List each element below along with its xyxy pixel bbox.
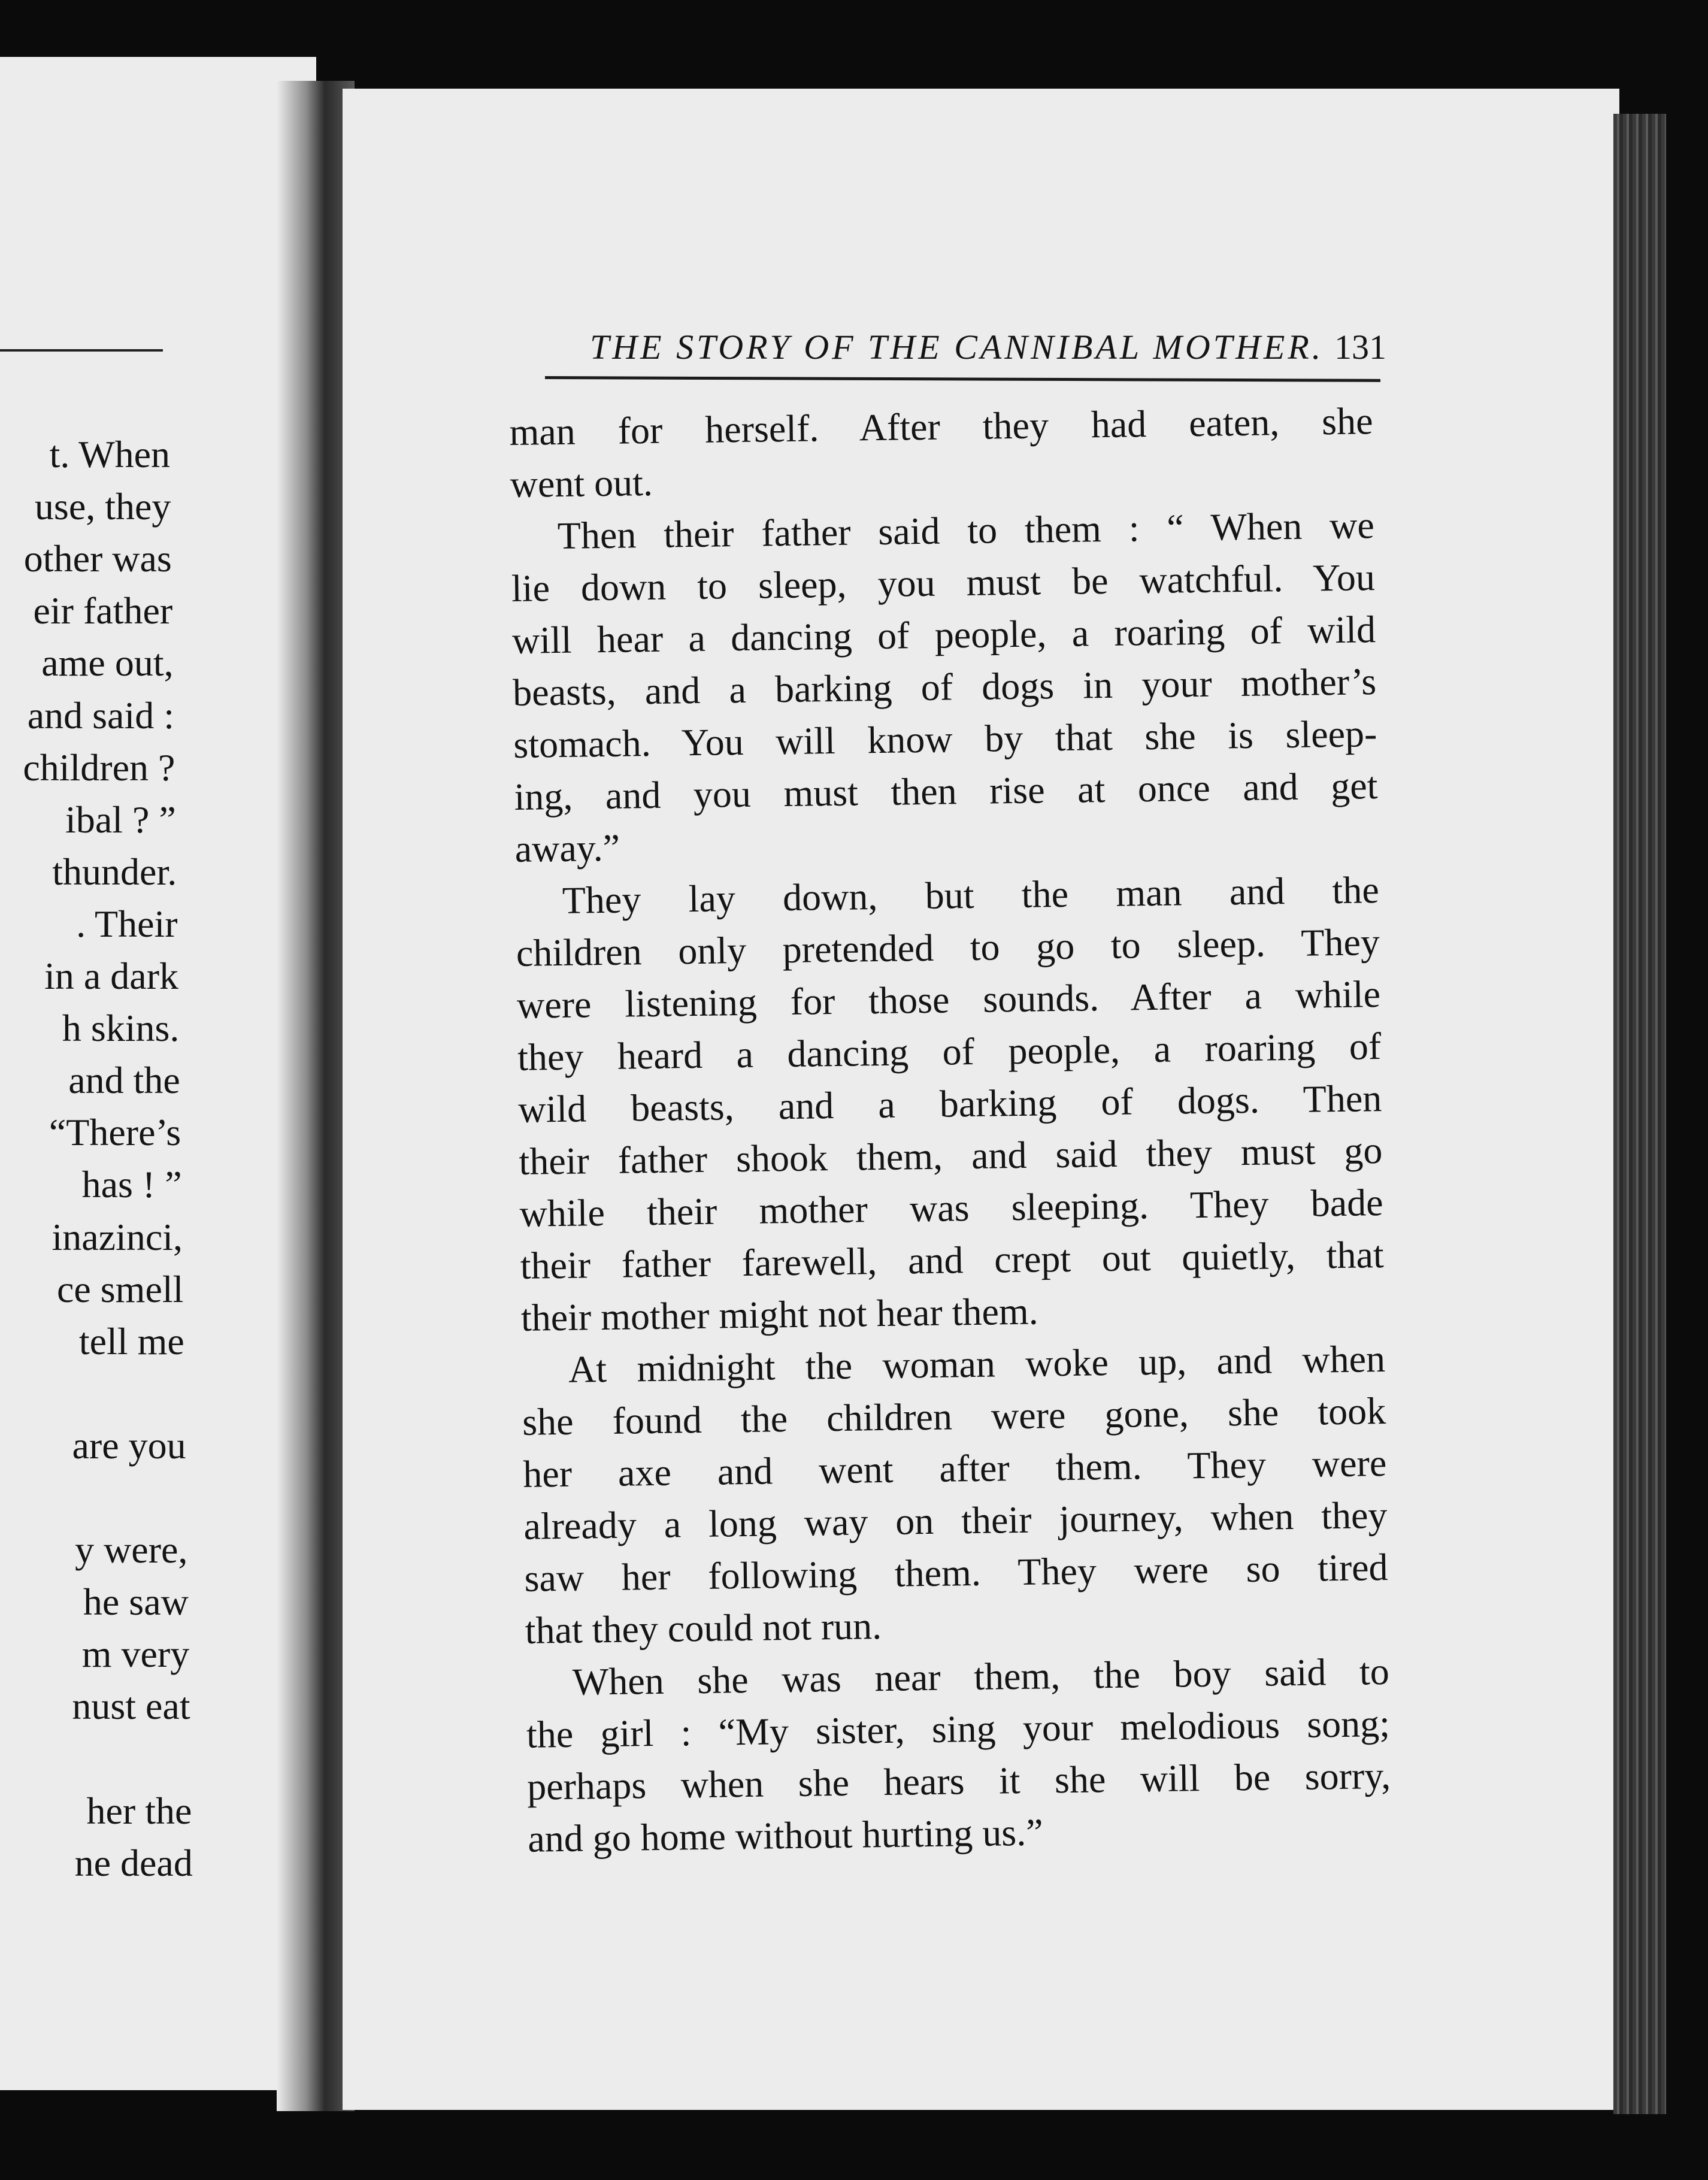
previous-page-line: y were, [75, 1528, 188, 1572]
paragraph [525, 1645, 1391, 1865]
previous-page-line: thunder. [52, 850, 177, 893]
text-line: lie down to sleep, you must be watchful. You [511, 556, 1376, 610]
text-line: her axe and went after them. They were [522, 1441, 1387, 1495]
previous-page-line: children ? [23, 746, 175, 789]
previous-page-line: m very [81, 1633, 190, 1676]
text-line: went out. [510, 461, 653, 505]
paragraph [510, 499, 1379, 875]
paragraph [515, 864, 1385, 1344]
previous-page [0, 57, 316, 2090]
text-line: saw her following them. They were so tired [524, 1545, 1388, 1600]
previous-page-line: ce smell [56, 1267, 184, 1310]
text-line: while their mother was sleeping. They bade [519, 1181, 1383, 1235]
previous-page-line: other was [23, 537, 172, 580]
text-line: perhaps when she hears it she will be sorry, [526, 1754, 1391, 1808]
previous-page-line: her the [86, 1789, 192, 1832]
previous-page-line: nust eat [72, 1685, 190, 1728]
previous-page-line: inazinci, [52, 1215, 183, 1258]
text-line: were listening for those sounds. After a while [516, 973, 1381, 1027]
text-line: wild beasts, and a barking of dogs. Then [517, 1077, 1382, 1131]
previous-page-line: and said : [27, 694, 174, 737]
text-line: They lay down, but the man and the [562, 868, 1380, 922]
text-line: stomach. You will know by that she is sleep- [513, 712, 1377, 766]
previous-page-line: use, they [34, 485, 171, 528]
text-line: When she was near them, the boy said to [572, 1649, 1390, 1703]
paragraph [509, 395, 1374, 510]
text-line: and go home without hurting us.” [527, 1810, 1044, 1860]
text-line: children only pretended to go to sleep. They [516, 921, 1380, 974]
text-line: their mother might not hear them. [520, 1289, 1039, 1339]
previous-page-line: ne dead [74, 1841, 193, 1884]
body-text [509, 395, 1392, 1865]
text-line: that they could not run. [525, 1604, 882, 1652]
text-line: the girl : “My sister, sing your melodious song; [526, 1701, 1391, 1756]
previous-page-line: tell me [78, 1319, 184, 1362]
previous-page-line: in a dark [44, 955, 178, 997]
page-edge [1613, 114, 1666, 2114]
previous-page-line: has ! ” [81, 1163, 182, 1206]
paragraph [521, 1333, 1389, 1657]
text-line: away.” [514, 826, 620, 870]
text-line: man for herself. After they had eaten, she [509, 399, 1373, 453]
previous-page-line: are you [72, 1424, 186, 1467]
previous-page-line: and the [68, 1059, 180, 1102]
running-head: THE STORY OF THE CANNIBAL MOTHER. [590, 328, 1324, 367]
text-line: ing, and you must then rise at once and get [514, 764, 1378, 818]
text-line: they heard a dancing of people, a roaring of [517, 1025, 1382, 1079]
previous-page-line: “There’s [49, 1111, 181, 1154]
text-line: At midnight the woman woke up, and when [568, 1337, 1386, 1391]
page-number: 131 [1334, 328, 1386, 367]
text-line: their father farewell, and crept out quietly, that [520, 1233, 1385, 1287]
text-line: beasts, and a barking of dogs in your mother’s [512, 660, 1377, 714]
previous-page-line: ame out, [41, 641, 174, 685]
text-line: will hear a dancing of people, a roaring of wild [511, 608, 1376, 662]
text-line: already a long way on their journey, when they [523, 1493, 1388, 1548]
text-line: Then their father said to them : “ When we [557, 504, 1375, 557]
previous-page-line: ibal ? ” [65, 798, 176, 841]
previous-page-header-rule [0, 349, 163, 352]
text-line: their father shook them, and said they must go [519, 1129, 1383, 1183]
text-line: she found the children were gone, she took [522, 1389, 1386, 1443]
previous-page-line: eir father [33, 589, 173, 632]
previous-page-line: . Their [76, 902, 178, 945]
previous-page-line: t. When [49, 433, 170, 476]
previous-page-line: he saw [83, 1580, 189, 1624]
previous-page-line: h skins. [62, 1007, 180, 1050]
